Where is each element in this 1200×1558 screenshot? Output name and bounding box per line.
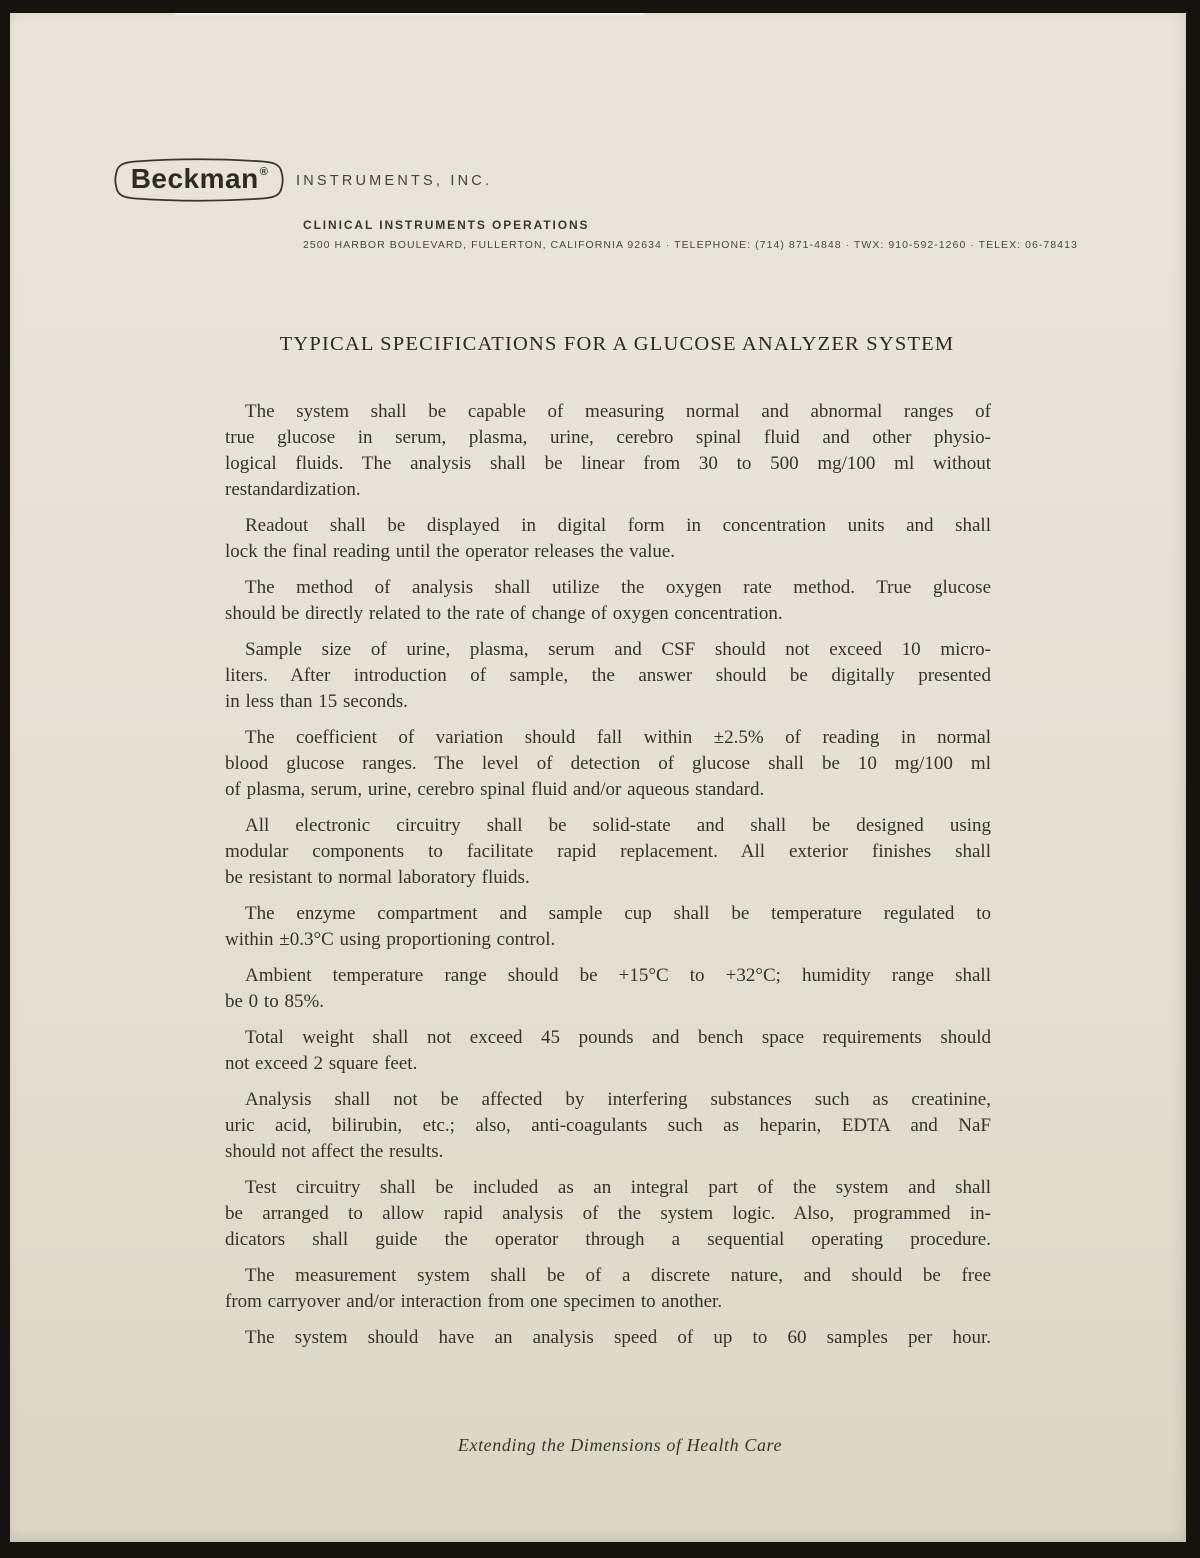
beckman-wordmark-text: Beckman (130, 163, 259, 194)
text-line: Test circuitry shall be included as an integral part of the system and shall (245, 1177, 991, 1198)
paragraph (225, 1263, 991, 1315)
text-line: Sample size of urine, plasma, serum and CSF should not exceed 10 micro- (245, 639, 991, 660)
paragraph (225, 901, 991, 953)
text-line: should be directly related to the rate of change of oxygen concentration. (225, 603, 783, 624)
text-line: Total weight shall not exceed 45 pounds and bench space requirements should (245, 1027, 991, 1048)
text-line: Ambient temperature range should be +15°C to +32°C; humidity range shall (245, 965, 991, 986)
letter-page (10, 13, 1186, 1542)
text-line: liters. After introduction of sample, the answer should be digitally presented (225, 665, 991, 686)
text-line: of plasma, serum, urine, cerebro spinal fluid and/or aqueous standard. (225, 779, 765, 800)
document-body (225, 399, 991, 1361)
paragraph (225, 963, 991, 1015)
text-line: be arranged to allow rapid analysis of the system logic. Also, programmed in- (225, 1203, 991, 1224)
footer-slogan: Extending the Dimensions of Health Care (457, 1435, 783, 1455)
text-line: be 0 to 85%. (225, 991, 325, 1012)
text-line: The system shall be capable of measuring normal and abnormal ranges of (245, 401, 991, 422)
paragraph (225, 1087, 991, 1165)
text-line: The system should have an analysis speed of up to 60 samples per hour. (245, 1327, 991, 1348)
beckman-wordmark: Beckman ® (130, 163, 269, 194)
text-line: in less than 15 seconds. (225, 691, 408, 712)
text-line: from carryover and/or interaction from one specimen to another. (225, 1291, 723, 1312)
document-title: TYPICAL SPECIFICATIONS FOR A GLUCOSE ANALYZER SYSTEM (279, 333, 955, 355)
text-line: The coefficient of variation should fall within ±2.5% of reading in normal (245, 727, 991, 748)
paragraph (225, 813, 991, 891)
text-line: logical fluids. The analysis shall be linear from 30 to 500 mg/100 ml without (225, 453, 991, 474)
text-line: dicators shall guide the operator through a sequential operating procedure. (225, 1229, 991, 1250)
text-line: Readout shall be displayed in digital form in concentration units and shall (245, 515, 991, 536)
paragraph (225, 399, 991, 503)
text-line: within ±0.3°C using proportioning control. (225, 929, 556, 950)
text-line: modular components to facilitate rapid replacement. All exterior finishes shall (225, 841, 991, 862)
text-line: not exceed 2 square feet. (225, 1053, 418, 1074)
text-line: true glucose in serum, plasma, urine, cerebro spinal fluid and other physio- (225, 427, 991, 448)
address-line: 2500 HARBOR BOULEVARD, FULLERTON, CALIFORNIA 92634 · TELEPHONE: (714) 871-4848 · TWX: 910-592-1260 · TELEX: 06-78413 (303, 239, 1078, 251)
paragraph (225, 725, 991, 803)
paragraph (225, 1175, 991, 1253)
text-line: lock the final reading until the operator releases the value. (225, 541, 676, 562)
paragraph (225, 575, 991, 627)
company-name: INSTRUMENTS, INC. (296, 173, 493, 189)
text-line: uric acid, bilirubin, etc.; also, anti-coagulants such as heparin, EDTA and NaF (225, 1115, 991, 1136)
text-line: Analysis shall not be affected by interfering substances such as creatinine, (245, 1089, 991, 1110)
paragraph (225, 637, 991, 715)
text-line: restandardization. (225, 479, 361, 500)
beckman-logo (113, 158, 285, 202)
division-name: CLINICAL INSTRUMENTS OPERATIONS (303, 218, 590, 232)
text-line: be resistant to normal laboratory fluids. (225, 867, 530, 888)
paragraph (225, 1025, 991, 1077)
paragraph (225, 513, 991, 565)
text-line: blood glucose ranges. The level of detection of glucose shall be 10 mg/100 ml (225, 753, 991, 774)
text-line: The method of analysis shall utilize the oxygen rate method. True glucose (245, 577, 991, 598)
text-line: The measurement system shall be of a discrete nature, and should be free (245, 1265, 991, 1286)
text-line: should not affect the results. (225, 1141, 444, 1162)
text-line: The enzyme compartment and sample cup shall be temperature regulated to (245, 903, 991, 924)
text-line: All electronic circuitry shall be solid-state and shall be designed using (245, 815, 991, 836)
paragraph (225, 1325, 991, 1351)
